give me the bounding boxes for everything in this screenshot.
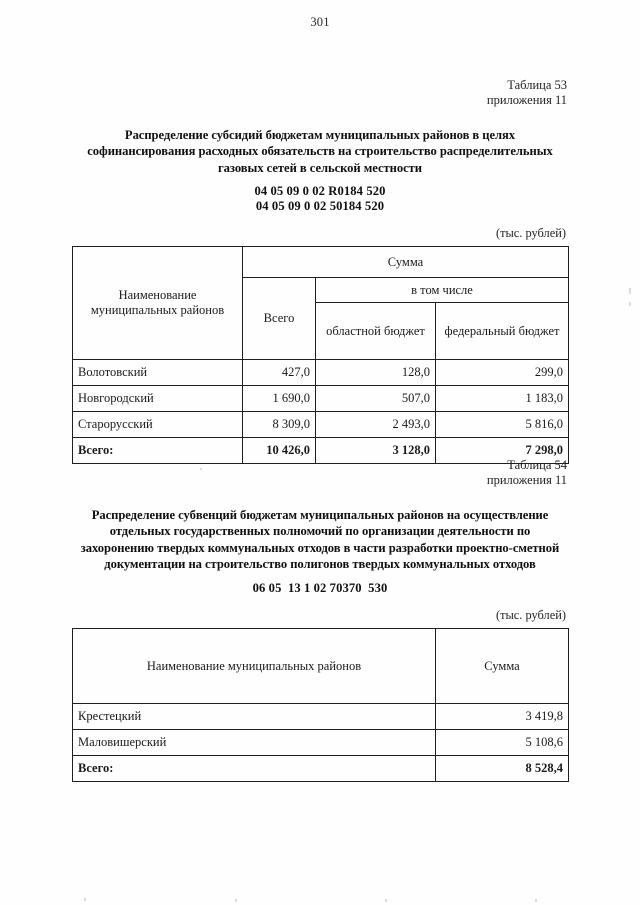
table-53-units-note: (тыс. рублей) <box>495 226 566 241</box>
scan-speckle <box>385 899 387 902</box>
table-row <box>73 360 569 386</box>
table-row <box>73 386 569 412</box>
table-53-total-regional: 3 128,0 <box>316 438 436 464</box>
table-53-row-0-name: Волотовский <box>73 360 243 386</box>
table-53-caption-number: Таблица 53 <box>507 78 567 92</box>
scan-speckle <box>535 899 537 902</box>
table-54-total-sum: 8 528,4 <box>436 756 569 782</box>
page-number: 301 <box>310 15 330 29</box>
budget-code-line-1: 06 05 13 1 02 70370 530 <box>252 580 388 595</box>
scan-speckle <box>629 288 631 294</box>
table-54-row-0-name: Крестецкий <box>73 704 436 730</box>
table-53-row-1-regional: 507,0 <box>316 386 436 412</box>
table-54-caption-number: Таблица 54 <box>507 458 567 472</box>
budget-code-line-1: 04 05 09 0 02 R0184 520 <box>254 184 386 199</box>
table-53-header-name: Наименование муниципальных районов <box>73 247 243 360</box>
table-53-row-0-federal: 299,0 <box>436 360 569 386</box>
table-54-budget-codes <box>72 581 568 596</box>
section-table-53 <box>72 78 568 464</box>
table-53-total-label: Всего: <box>73 438 243 464</box>
table-53-total-federal: 7 298,0 <box>436 438 569 464</box>
table-53-row-1-name: Новгородский <box>73 386 243 412</box>
table-53-row-0-regional: 128,0 <box>316 360 436 386</box>
table-54-header-sum: Сумма <box>436 629 569 704</box>
table-53-row-2-name: Старорусский <box>73 412 243 438</box>
table-row <box>73 704 569 730</box>
table-53-row-2-federal: 5 816,0 <box>436 412 569 438</box>
table-54-total-label: Всего: <box>73 756 436 782</box>
scan-speckle <box>629 302 631 306</box>
table-54-caption <box>72 458 568 488</box>
table-53 <box>72 246 569 464</box>
budget-code-line-2: 04 05 09 0 02 50184 520 <box>255 198 385 213</box>
table-54-header-row <box>73 629 569 704</box>
scan-speckle <box>84 898 86 901</box>
table-54-header-name: Наименование муниципальных районов <box>73 629 436 704</box>
table-54-total-row <box>73 756 569 782</box>
table-54-row-0-sum: 3 419,8 <box>436 704 569 730</box>
table-53-header-including: в том числе <box>316 278 569 303</box>
table-53-row-0-total: 427,0 <box>243 360 316 386</box>
table-53-header-row-1 <box>73 247 569 278</box>
table-53-row-2-regional: 2 493,0 <box>316 412 436 438</box>
table-53-row-2-total: 8 309,0 <box>243 412 316 438</box>
table-53-caption <box>72 78 568 108</box>
table-53-total-total: 10 426,0 <box>243 438 316 464</box>
table-54-row-1-name: Маловишерский <box>73 730 436 756</box>
table-54-units-note: (тыс. рублей) <box>495 608 566 623</box>
table-54-row-1-sum: 5 108,6 <box>436 730 569 756</box>
table-row <box>73 412 569 438</box>
table-row <box>73 730 569 756</box>
table-54-caption-annex: приложения 11 <box>486 473 567 487</box>
table-54-title: Распределение субвенций бюджетам муниципальных районов на осуществление отдельных государственных полномочий по организации деятельности по захоронению твердых коммунальных отходов в части разработки проектно-сметной документации на строительство полигонов твердых коммунальных отходов <box>80 508 560 572</box>
scan-speckle <box>235 899 237 902</box>
table-53-row-1-federal: 1 183,0 <box>436 386 569 412</box>
table-53-header-sum: Сумма <box>243 247 569 278</box>
table-53-header-total: Всего <box>243 278 316 360</box>
table-53-budget-codes <box>72 184 568 213</box>
table-53-caption-annex: приложения 11 <box>486 93 567 107</box>
table-53-header-federal-budget: федеральный бюджет <box>436 303 569 360</box>
table-54 <box>72 628 569 782</box>
section-table-54 <box>72 458 568 782</box>
table-53-row-1-total: 1 690,0 <box>243 386 316 412</box>
table-53-header-regional-budget: областной бюджет <box>316 303 436 360</box>
table-53-title: Распределение субсидий бюджетам муниципальных районов в целях софинансирования расходных обязательств на строительство распределительных газовых сетей в сельской местности <box>87 128 553 175</box>
